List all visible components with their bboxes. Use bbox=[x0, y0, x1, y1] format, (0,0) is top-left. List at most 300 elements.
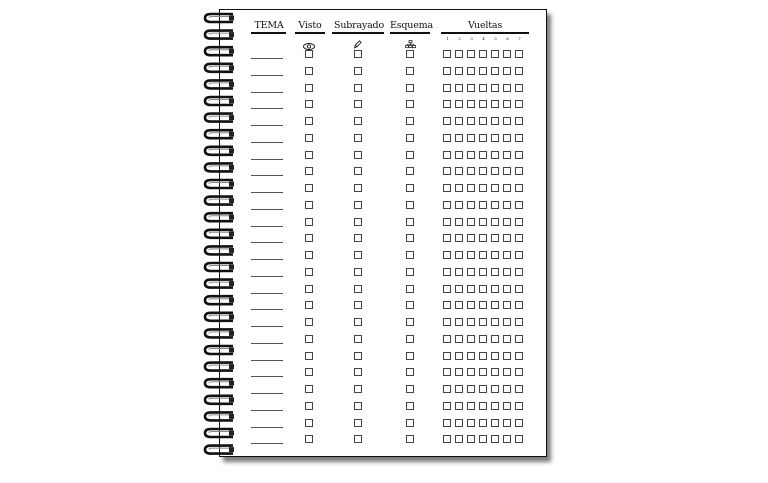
spiral-ring bbox=[205, 163, 234, 171]
vuelta-checkbox[interactable] bbox=[515, 268, 523, 276]
vuelta-checkbox[interactable] bbox=[515, 368, 523, 376]
vuelta-checkbox[interactable] bbox=[467, 318, 475, 326]
vuelta-checkbox[interactable] bbox=[467, 352, 475, 360]
visto-checkbox[interactable] bbox=[305, 117, 313, 125]
vuelta-checkbox[interactable] bbox=[491, 251, 499, 259]
vuelta-checkbox[interactable] bbox=[515, 301, 523, 309]
vuelta-checkbox[interactable] bbox=[515, 419, 523, 427]
visto-checkbox[interactable] bbox=[305, 234, 313, 242]
esquema-checkbox[interactable] bbox=[406, 268, 414, 276]
tema-write-line[interactable] bbox=[251, 259, 283, 260]
vuelta-checkbox[interactable] bbox=[455, 84, 463, 92]
vuelta-checkbox[interactable] bbox=[467, 251, 475, 259]
vuelta-checkbox[interactable] bbox=[503, 368, 511, 376]
spiral-ring bbox=[205, 346, 234, 354]
spiral-ring bbox=[205, 329, 234, 337]
vuelta-checkbox[interactable] bbox=[479, 419, 487, 427]
vuelta-checkbox[interactable] bbox=[455, 201, 463, 209]
vuelta-checkbox[interactable] bbox=[467, 218, 475, 226]
vuelta-checkbox[interactable] bbox=[455, 234, 463, 242]
vuelta-checkbox[interactable] bbox=[455, 218, 463, 226]
subrayado-checkbox[interactable] bbox=[354, 301, 362, 309]
vuelta-checkbox[interactable] bbox=[515, 117, 523, 125]
esquema-checkbox[interactable] bbox=[406, 318, 414, 326]
vuelta-checkbox[interactable] bbox=[467, 402, 475, 410]
subrayado-checkbox[interactable] bbox=[354, 402, 362, 410]
vuelta-checkbox[interactable] bbox=[455, 368, 463, 376]
spiral-ring bbox=[205, 263, 234, 271]
esquema-checkbox[interactable] bbox=[406, 117, 414, 125]
tema-write-line[interactable] bbox=[251, 443, 283, 444]
vuelta-checkbox[interactable] bbox=[515, 352, 523, 360]
vuelta-checkbox[interactable] bbox=[455, 167, 463, 175]
vuelta-checkbox[interactable] bbox=[479, 167, 487, 175]
vuelta-checkbox[interactable] bbox=[443, 84, 451, 92]
vuelta-checkbox[interactable] bbox=[467, 368, 475, 376]
vuelta-checkbox[interactable] bbox=[491, 184, 499, 192]
esquema-checkbox[interactable] bbox=[406, 368, 414, 376]
vuelta-checkbox[interactable] bbox=[515, 402, 523, 410]
subrayado-checkbox[interactable] bbox=[354, 67, 362, 75]
esquema-checkbox[interactable] bbox=[406, 301, 414, 309]
esquema-checkbox[interactable] bbox=[406, 352, 414, 360]
vuelta-checkbox[interactable] bbox=[503, 352, 511, 360]
vuelta-checkbox[interactable] bbox=[479, 352, 487, 360]
vuelta-checkbox[interactable] bbox=[467, 419, 475, 427]
tema-write-line[interactable] bbox=[251, 393, 283, 394]
vuelta-checkbox[interactable] bbox=[479, 368, 487, 376]
vuelta-checkbox[interactable] bbox=[443, 301, 451, 309]
vuelta-checkbox[interactable] bbox=[503, 251, 511, 259]
vuelta-checkbox[interactable] bbox=[455, 184, 463, 192]
spiral-ring bbox=[205, 230, 234, 238]
spiral-ring bbox=[205, 114, 234, 122]
vuelta-checkbox[interactable] bbox=[479, 84, 487, 92]
vuelta-checkbox[interactable] bbox=[515, 335, 523, 343]
header-tema: TEMA bbox=[254, 20, 284, 31]
subrayado-checkbox[interactable] bbox=[354, 50, 362, 58]
vuelta-checkbox[interactable] bbox=[467, 67, 475, 75]
tema-write-line[interactable] bbox=[251, 159, 283, 160]
vuelta-checkbox[interactable] bbox=[443, 134, 451, 142]
vuelta-checkbox[interactable] bbox=[455, 402, 463, 410]
tema-write-line[interactable] bbox=[251, 343, 283, 344]
vuelta-checkbox[interactable] bbox=[515, 134, 523, 142]
vuelta-checkbox[interactable] bbox=[491, 167, 499, 175]
vuelta-checkbox[interactable] bbox=[443, 234, 451, 242]
vuelta-checkbox[interactable] bbox=[503, 218, 511, 226]
esquema-checkbox[interactable] bbox=[406, 167, 414, 175]
vueltas-number: 7 bbox=[518, 36, 521, 41]
tema-write-line[interactable] bbox=[251, 125, 283, 126]
tracking-rows bbox=[220, 10, 548, 458]
esquema-checkbox[interactable] bbox=[406, 201, 414, 209]
visto-checkbox[interactable] bbox=[305, 352, 313, 360]
vuelta-checkbox[interactable] bbox=[467, 435, 475, 443]
spiral-ring bbox=[205, 97, 234, 105]
visto-checkbox[interactable] bbox=[305, 151, 313, 159]
subrayado-checkbox[interactable] bbox=[354, 218, 362, 226]
notebook-page bbox=[219, 9, 547, 457]
vuelta-checkbox[interactable] bbox=[515, 184, 523, 192]
tema-write-line[interactable] bbox=[251, 142, 283, 143]
vuelta-checkbox[interactable] bbox=[491, 352, 499, 360]
vuelta-checkbox[interactable] bbox=[503, 117, 511, 125]
vuelta-checkbox[interactable] bbox=[491, 100, 499, 108]
vuelta-checkbox[interactable] bbox=[479, 50, 487, 58]
vuelta-checkbox[interactable] bbox=[467, 117, 475, 125]
vuelta-checkbox[interactable] bbox=[455, 435, 463, 443]
vuelta-checkbox[interactable] bbox=[467, 84, 475, 92]
vuelta-checkbox[interactable] bbox=[467, 335, 475, 343]
subrayado-checkbox[interactable] bbox=[354, 167, 362, 175]
vuelta-checkbox[interactable] bbox=[503, 234, 511, 242]
vuelta-checkbox[interactable] bbox=[491, 301, 499, 309]
vuelta-checkbox[interactable] bbox=[479, 234, 487, 242]
vuelta-checkbox[interactable] bbox=[443, 117, 451, 125]
esquema-checkbox[interactable] bbox=[406, 50, 414, 58]
tema-write-line[interactable] bbox=[251, 360, 283, 361]
spiral-ring bbox=[205, 280, 234, 288]
vuelta-checkbox[interactable] bbox=[491, 218, 499, 226]
vuelta-checkbox[interactable] bbox=[503, 419, 511, 427]
vuelta-checkbox[interactable] bbox=[515, 67, 523, 75]
visto-checkbox[interactable] bbox=[305, 368, 313, 376]
vuelta-checkbox[interactable] bbox=[443, 167, 451, 175]
vuelta-checkbox[interactable] bbox=[455, 285, 463, 293]
tema-write-line[interactable] bbox=[251, 309, 283, 310]
spiral-ring bbox=[205, 246, 234, 254]
visto-checkbox[interactable] bbox=[305, 335, 313, 343]
vuelta-checkbox[interactable] bbox=[479, 335, 487, 343]
vuelta-checkbox[interactable] bbox=[515, 285, 523, 293]
spiral-ring bbox=[205, 80, 234, 88]
tema-write-line[interactable] bbox=[251, 242, 283, 243]
vuelta-checkbox[interactable] bbox=[443, 184, 451, 192]
vuelta-checkbox[interactable] bbox=[479, 184, 487, 192]
subrayado-checkbox[interactable] bbox=[354, 318, 362, 326]
tema-write-line[interactable] bbox=[251, 75, 283, 76]
vuelta-checkbox[interactable] bbox=[479, 201, 487, 209]
vuelta-checkbox[interactable] bbox=[455, 301, 463, 309]
vuelta-checkbox[interactable] bbox=[479, 218, 487, 226]
vuelta-checkbox[interactable] bbox=[455, 100, 463, 108]
tema-write-line[interactable] bbox=[251, 226, 283, 227]
vuelta-checkbox[interactable] bbox=[503, 50, 511, 58]
vuelta-checkbox[interactable] bbox=[503, 318, 511, 326]
spiral-ring bbox=[205, 296, 234, 304]
visto-checkbox[interactable] bbox=[305, 134, 313, 142]
vuelta-checkbox[interactable] bbox=[515, 167, 523, 175]
vuelta-checkbox[interactable] bbox=[515, 251, 523, 259]
vuelta-checkbox[interactable] bbox=[443, 67, 451, 75]
vuelta-checkbox[interactable] bbox=[515, 385, 523, 393]
vuelta-checkbox[interactable] bbox=[467, 301, 475, 309]
visto-checkbox[interactable] bbox=[305, 84, 313, 92]
vuelta-checkbox[interactable] bbox=[491, 285, 499, 293]
vuelta-checkbox[interactable] bbox=[515, 100, 523, 108]
vuelta-checkbox[interactable] bbox=[503, 268, 511, 276]
esquema-checkbox[interactable] bbox=[406, 100, 414, 108]
vueltas-number: 3 bbox=[470, 36, 473, 41]
tema-write-line[interactable] bbox=[251, 427, 283, 428]
vuelta-checkbox[interactable] bbox=[491, 435, 499, 443]
tema-write-line[interactable] bbox=[251, 92, 283, 93]
vuelta-checkbox[interactable] bbox=[479, 251, 487, 259]
vuelta-checkbox[interactable] bbox=[503, 435, 511, 443]
vuelta-checkbox[interactable] bbox=[467, 167, 475, 175]
subrayado-checkbox[interactable] bbox=[354, 352, 362, 360]
header-subrayado: Subrayado bbox=[334, 20, 384, 31]
vueltas-number: 2 bbox=[458, 36, 461, 41]
header-visto: Visto bbox=[298, 20, 322, 31]
vuelta-checkbox[interactable] bbox=[503, 67, 511, 75]
vuelta-checkbox[interactable] bbox=[515, 318, 523, 326]
vuelta-checkbox[interactable] bbox=[479, 134, 487, 142]
spiral-ring bbox=[205, 412, 234, 420]
vuelta-checkbox[interactable] bbox=[455, 385, 463, 393]
vuelta-checkbox[interactable] bbox=[503, 201, 511, 209]
visto-checkbox[interactable] bbox=[305, 402, 313, 410]
spiral-ring bbox=[205, 180, 234, 188]
spiral-ring bbox=[205, 213, 234, 221]
spiral-ring bbox=[205, 130, 234, 138]
tema-write-line[interactable] bbox=[251, 209, 283, 210]
subrayado-checkbox[interactable] bbox=[354, 419, 362, 427]
vuelta-checkbox[interactable] bbox=[455, 134, 463, 142]
subrayado-checkbox[interactable] bbox=[354, 100, 362, 108]
vuelta-checkbox[interactable] bbox=[479, 318, 487, 326]
vuelta-checkbox[interactable] bbox=[467, 234, 475, 242]
visto-checkbox[interactable] bbox=[305, 50, 313, 58]
visto-checkbox[interactable] bbox=[305, 251, 313, 259]
vuelta-checkbox[interactable] bbox=[455, 117, 463, 125]
vuelta-checkbox[interactable] bbox=[503, 285, 511, 293]
vuelta-checkbox[interactable] bbox=[515, 234, 523, 242]
vuelta-checkbox[interactable] bbox=[491, 84, 499, 92]
vuelta-checkbox[interactable] bbox=[491, 402, 499, 410]
esquema-checkbox[interactable] bbox=[406, 84, 414, 92]
spiral-ring bbox=[205, 31, 234, 39]
spiral-ring bbox=[205, 446, 234, 454]
visto-checkbox[interactable] bbox=[305, 268, 313, 276]
vuelta-checkbox[interactable] bbox=[491, 335, 499, 343]
visto-checkbox[interactable] bbox=[305, 167, 313, 175]
vuelta-checkbox[interactable] bbox=[467, 100, 475, 108]
spiral-ring bbox=[205, 197, 234, 205]
vueltas-number: 1 bbox=[446, 36, 449, 41]
vuelta-checkbox[interactable] bbox=[467, 151, 475, 159]
esquema-checkbox[interactable] bbox=[406, 251, 414, 259]
vuelta-checkbox[interactable] bbox=[503, 301, 511, 309]
subrayado-checkbox[interactable] bbox=[354, 184, 362, 192]
subrayado-checkbox[interactable] bbox=[354, 285, 362, 293]
vuelta-checkbox[interactable] bbox=[443, 285, 451, 293]
subrayado-checkbox[interactable] bbox=[354, 385, 362, 393]
esquema-checkbox[interactable] bbox=[406, 285, 414, 293]
vuelta-checkbox[interactable] bbox=[479, 285, 487, 293]
esquema-checkbox[interactable] bbox=[406, 134, 414, 142]
vuelta-checkbox[interactable] bbox=[467, 184, 475, 192]
vuelta-checkbox[interactable] bbox=[491, 151, 499, 159]
vuelta-checkbox[interactable] bbox=[515, 84, 523, 92]
spiral-ring bbox=[205, 47, 234, 55]
vuelta-checkbox[interactable] bbox=[467, 201, 475, 209]
vuelta-checkbox[interactable] bbox=[491, 201, 499, 209]
spiral-binding bbox=[203, 10, 239, 456]
vuelta-checkbox[interactable] bbox=[491, 50, 499, 58]
vuelta-checkbox[interactable] bbox=[503, 167, 511, 175]
vuelta-checkbox[interactable] bbox=[479, 100, 487, 108]
vuelta-checkbox[interactable] bbox=[455, 67, 463, 75]
vuelta-checkbox[interactable] bbox=[455, 251, 463, 259]
subrayado-checkbox[interactable] bbox=[354, 117, 362, 125]
visto-checkbox[interactable] bbox=[305, 318, 313, 326]
vuelta-checkbox[interactable] bbox=[455, 318, 463, 326]
spiral-ring bbox=[205, 379, 234, 387]
vuelta-checkbox[interactable] bbox=[455, 352, 463, 360]
subrayado-checkbox[interactable] bbox=[354, 251, 362, 259]
vuelta-checkbox[interactable] bbox=[479, 385, 487, 393]
vuelta-checkbox[interactable] bbox=[443, 318, 451, 326]
vuelta-checkbox[interactable] bbox=[443, 251, 451, 259]
subrayado-checkbox[interactable] bbox=[354, 368, 362, 376]
vuelta-checkbox[interactable] bbox=[467, 268, 475, 276]
esquema-checkbox[interactable] bbox=[406, 184, 414, 192]
tema-write-line[interactable] bbox=[251, 293, 283, 294]
vuelta-checkbox[interactable] bbox=[491, 318, 499, 326]
vuelta-checkbox[interactable] bbox=[479, 402, 487, 410]
vuelta-checkbox[interactable] bbox=[443, 50, 451, 58]
visto-checkbox[interactable] bbox=[305, 301, 313, 309]
spiral-ring bbox=[205, 429, 234, 437]
vuelta-checkbox[interactable] bbox=[443, 368, 451, 376]
tema-write-line[interactable] bbox=[251, 175, 283, 176]
tema-write-line[interactable] bbox=[251, 276, 283, 277]
vuelta-checkbox[interactable] bbox=[467, 385, 475, 393]
vuelta-checkbox[interactable] bbox=[503, 84, 511, 92]
tema-write-line[interactable] bbox=[251, 410, 283, 411]
esquema-checkbox[interactable] bbox=[406, 419, 414, 427]
vueltas-number: 6 bbox=[506, 36, 509, 41]
vuelta-checkbox[interactable] bbox=[503, 335, 511, 343]
tema-write-line[interactable] bbox=[251, 192, 283, 193]
tema-write-line[interactable] bbox=[251, 326, 283, 327]
vuelta-checkbox[interactable] bbox=[479, 151, 487, 159]
visto-checkbox[interactable] bbox=[305, 184, 313, 192]
vuelta-checkbox[interactable] bbox=[491, 67, 499, 75]
visto-checkbox[interactable] bbox=[305, 419, 313, 427]
esquema-checkbox[interactable] bbox=[406, 402, 414, 410]
vuelta-checkbox[interactable] bbox=[503, 151, 511, 159]
subrayado-checkbox[interactable] bbox=[354, 134, 362, 142]
esquema-checkbox[interactable] bbox=[406, 385, 414, 393]
vuelta-checkbox[interactable] bbox=[443, 151, 451, 159]
vuelta-checkbox[interactable] bbox=[467, 50, 475, 58]
vuelta-checkbox[interactable] bbox=[455, 419, 463, 427]
subrayado-checkbox[interactable] bbox=[354, 268, 362, 276]
vuelta-checkbox[interactable] bbox=[443, 385, 451, 393]
vuelta-checkbox[interactable] bbox=[503, 402, 511, 410]
vuelta-checkbox[interactable] bbox=[467, 134, 475, 142]
tema-write-line[interactable] bbox=[251, 58, 283, 59]
spiral-ring bbox=[205, 313, 234, 321]
vuelta-checkbox[interactable] bbox=[491, 419, 499, 427]
vuelta-checkbox[interactable] bbox=[491, 234, 499, 242]
vuelta-checkbox[interactable] bbox=[503, 385, 511, 393]
vuelta-checkbox[interactable] bbox=[491, 117, 499, 125]
vuelta-checkbox[interactable] bbox=[479, 435, 487, 443]
visto-checkbox[interactable] bbox=[305, 385, 313, 393]
vuelta-checkbox[interactable] bbox=[479, 67, 487, 75]
vuelta-checkbox[interactable] bbox=[491, 268, 499, 276]
visto-checkbox[interactable] bbox=[305, 201, 313, 209]
vuelta-checkbox[interactable] bbox=[443, 100, 451, 108]
vuelta-checkbox[interactable] bbox=[479, 268, 487, 276]
vuelta-checkbox[interactable] bbox=[455, 151, 463, 159]
vuelta-checkbox[interactable] bbox=[443, 352, 451, 360]
esquema-checkbox[interactable] bbox=[406, 67, 414, 75]
subrayado-checkbox[interactable] bbox=[354, 435, 362, 443]
vuelta-checkbox[interactable] bbox=[443, 268, 451, 276]
vuelta-checkbox[interactable] bbox=[503, 134, 511, 142]
subrayado-checkbox[interactable] bbox=[354, 335, 362, 343]
subrayado-checkbox[interactable] bbox=[354, 201, 362, 209]
vuelta-checkbox[interactable] bbox=[443, 419, 451, 427]
visto-checkbox[interactable] bbox=[305, 67, 313, 75]
vuelta-checkbox[interactable] bbox=[515, 435, 523, 443]
esquema-checkbox[interactable] bbox=[406, 151, 414, 159]
vuelta-checkbox[interactable] bbox=[467, 285, 475, 293]
vuelta-checkbox[interactable] bbox=[515, 50, 523, 58]
esquema-checkbox[interactable] bbox=[406, 435, 414, 443]
vuelta-checkbox[interactable] bbox=[443, 201, 451, 209]
vuelta-checkbox[interactable] bbox=[503, 100, 511, 108]
vuelta-checkbox[interactable] bbox=[455, 50, 463, 58]
subrayado-checkbox[interactable] bbox=[354, 84, 362, 92]
vuelta-checkbox[interactable] bbox=[491, 134, 499, 142]
vuelta-checkbox[interactable] bbox=[515, 151, 523, 159]
vuelta-checkbox[interactable] bbox=[479, 117, 487, 125]
vuelta-checkbox[interactable] bbox=[515, 201, 523, 209]
subrayado-checkbox[interactable] bbox=[354, 234, 362, 242]
visto-checkbox[interactable] bbox=[305, 285, 313, 293]
esquema-checkbox[interactable] bbox=[406, 335, 414, 343]
esquema-checkbox[interactable] bbox=[406, 218, 414, 226]
vuelta-checkbox[interactable] bbox=[443, 335, 451, 343]
tema-write-line[interactable] bbox=[251, 108, 283, 109]
vuelta-checkbox[interactable] bbox=[503, 184, 511, 192]
spiral-ring bbox=[205, 14, 234, 22]
vuelta-checkbox[interactable] bbox=[479, 301, 487, 309]
vuelta-checkbox[interactable] bbox=[455, 268, 463, 276]
vuelta-checkbox[interactable] bbox=[491, 368, 499, 376]
vuelta-checkbox[interactable] bbox=[443, 218, 451, 226]
header-vueltas: Vueltas bbox=[468, 20, 502, 31]
subrayado-checkbox[interactable] bbox=[354, 151, 362, 159]
visto-checkbox[interactable] bbox=[305, 218, 313, 226]
vuelta-checkbox[interactable] bbox=[515, 218, 523, 226]
visto-checkbox[interactable] bbox=[305, 100, 313, 108]
vuelta-checkbox[interactable] bbox=[491, 385, 499, 393]
tema-write-line[interactable] bbox=[251, 376, 283, 377]
vuelta-checkbox[interactable] bbox=[443, 402, 451, 410]
esquema-checkbox[interactable] bbox=[406, 234, 414, 242]
vuelta-checkbox[interactable] bbox=[443, 435, 451, 443]
spiral-ring bbox=[205, 147, 234, 155]
vuelta-checkbox[interactable] bbox=[455, 335, 463, 343]
visto-checkbox[interactable] bbox=[305, 435, 313, 443]
